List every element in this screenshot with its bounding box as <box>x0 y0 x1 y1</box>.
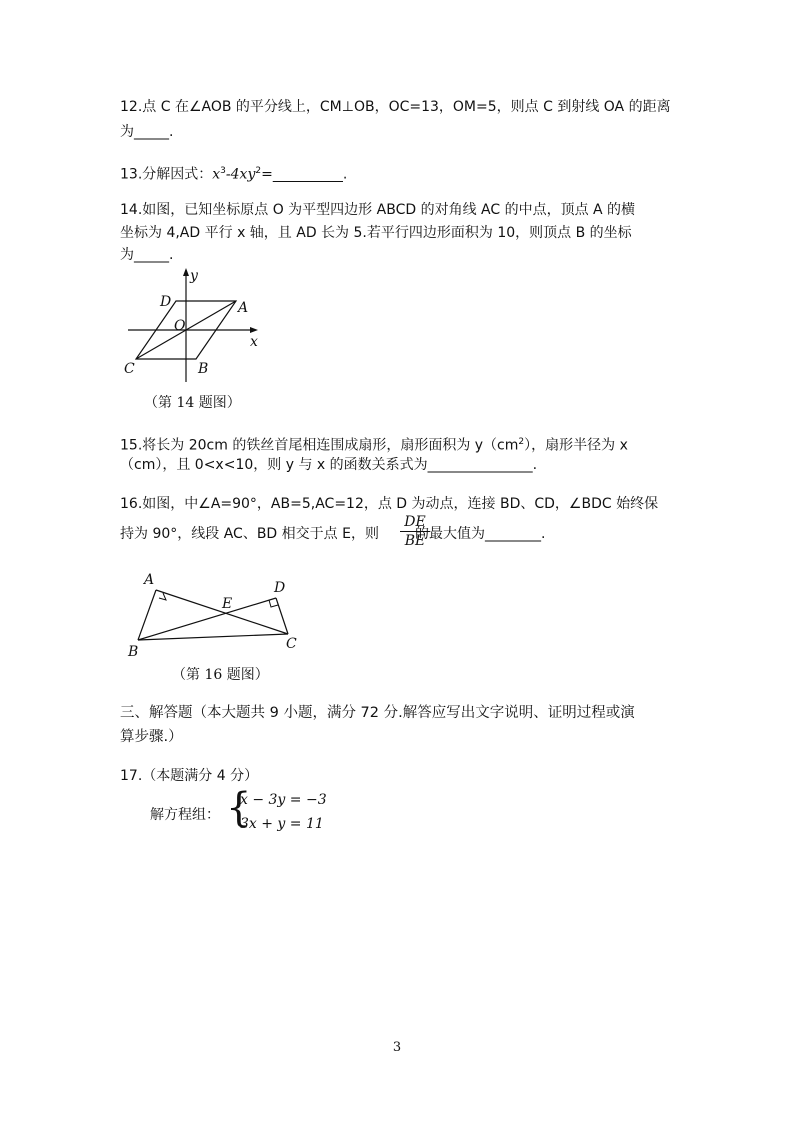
q13-suffix: =__________. <box>261 166 348 183</box>
q16-line1: 16.如图，中∠A=90°，AB=5,AC=12，点 D 为动点，连接 BD、CD，∠BDC 始终保 <box>120 496 659 512</box>
q17-label: 解方程组： <box>150 807 220 823</box>
q16-label-a: A <box>144 572 155 588</box>
q16-frac-num: DE <box>400 513 430 532</box>
q16-segment-dc <box>276 598 288 634</box>
q16-segment-ab <box>138 590 156 640</box>
q15-line1-suffix: ），扇形半径为 x <box>524 437 628 454</box>
q14-caption: （第 14 题图） <box>144 395 241 411</box>
q14-label-x: x <box>250 334 258 350</box>
q14-label-y: y <box>190 268 198 284</box>
q14-label-d: D <box>160 294 172 310</box>
q13-math-mid: -4xy <box>225 166 256 183</box>
q14-label-b: B <box>198 361 209 377</box>
q16-label-b: B <box>128 644 139 660</box>
q14-label-c: C <box>124 361 135 377</box>
q12-line1: 12.点 C 在∠AOB 的平分线上，CM⊥OB，OC=13，OM=5，则点 C 到射线 OA 的距离 <box>120 99 671 115</box>
q16-caption: （第 16 题图） <box>172 667 269 683</box>
q12-line2: 为_____. <box>120 124 174 140</box>
q16-label-d: D <box>274 580 286 596</box>
q14-line1: 14.如图，已知坐标原点 O 为平型四边形 ABCD 的对角线 AC 的中点，顶点 A 的横 <box>120 202 636 218</box>
q16-fraction <box>400 513 430 550</box>
q14-figure <box>118 266 278 386</box>
q16-label-c: C <box>286 636 297 652</box>
q13-exp3: 3 <box>220 166 226 176</box>
q16-frac-den: BE <box>404 533 426 549</box>
q14-line3: 为_____. <box>120 247 174 263</box>
q13-math-x: x <box>212 166 221 183</box>
q16-segment-bc <box>138 634 288 640</box>
q16-line2-prefix: 持为 90°，线段 AC、BD 相交于点 E，则 <box>120 526 379 542</box>
q16-right-angle-a-icon <box>159 593 166 600</box>
q14-label-o: O <box>174 318 186 334</box>
q15-exp: 2 <box>518 437 525 447</box>
section3-line1: 三、解答题（本大题共 9 小题，满分 72 分.解答应写出文字说明、证明过程或演 <box>120 705 635 721</box>
q17-brace-icon: { <box>226 785 252 831</box>
q13-exp2: 2 <box>255 166 262 176</box>
q14-x-arrow-icon <box>250 327 258 333</box>
q16-line2-suffix: 的最大值为________. <box>414 526 546 542</box>
q17-equation-system <box>226 785 327 838</box>
q16-figure <box>120 568 310 660</box>
q15-line2: （cm），且 0<x<10，则 y 与 x 的函数关系式为_______________. <box>120 457 538 473</box>
q13-prefix: 13.分解因式： <box>120 166 213 183</box>
q17-eq1: x − 3y = −3 <box>240 792 327 808</box>
q15-line1-prefix: 15.将长为 20cm 的铁丝首尾相连围成扇形，扇形面积为 y（cm <box>120 437 519 454</box>
q14-label-a: A <box>238 300 249 316</box>
q14-line2: 坐标为 4,AD 平行 x 轴，且 AD 长为 5.若平行四边形面积为 10，则顶点 B 的坐标 <box>120 225 632 241</box>
page-number: 3 <box>392 1040 402 1055</box>
q13-line <box>120 161 347 185</box>
q16-label-e: E <box>222 596 233 612</box>
q14-y-arrow-icon <box>183 268 189 276</box>
q15-line1 <box>120 432 628 456</box>
q17-title: 17.（本题满分 4 分） <box>120 768 259 784</box>
q16-line2 <box>120 524 545 544</box>
section3-line2: 算步骤.） <box>120 729 183 745</box>
q16-segment-bd <box>138 598 276 640</box>
q17-eq2: 3x + y = 11 <box>240 816 324 832</box>
